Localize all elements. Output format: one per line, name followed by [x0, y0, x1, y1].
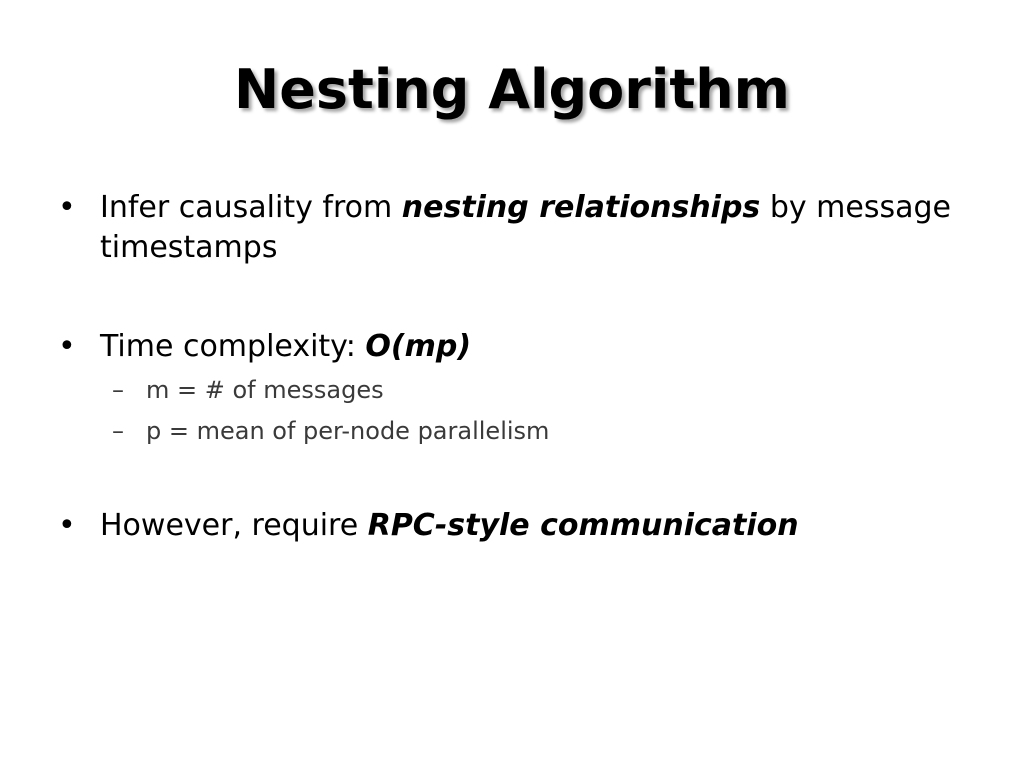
sub-bullet-text: m = # of messages: [146, 376, 384, 404]
bullet-marker: •: [58, 190, 76, 225]
bullet-text-emphasis: O(mp): [365, 329, 472, 364]
bullet-text-plain: Time complexity:: [100, 329, 366, 364]
bullet-text: [100, 506, 958, 546]
bullet-rpc: [58, 506, 958, 546]
bullet-text-emphasis: RPC-style communication: [367, 508, 799, 543]
bullet-text-plain: by message timestamps: [100, 190, 951, 265]
slide-title: Nesting Algorithm: [234, 58, 790, 121]
bullet-text-plain: Infer causality from: [100, 190, 402, 225]
sub-bullet-parallelism: [112, 415, 952, 447]
sub-bullet-text: p = mean of per-node parallelism: [146, 417, 550, 445]
bullet-complexity: [58, 327, 958, 367]
bullet-text: [100, 188, 958, 268]
sub-bullet-messages: [112, 374, 952, 406]
bullet-text-emphasis: nesting relationships: [401, 190, 761, 225]
bullet-text-plain: However, require: [100, 508, 368, 543]
bullet-text: [100, 327, 958, 367]
bullet-marker: •: [58, 508, 76, 543]
bullet-causality: [58, 188, 958, 268]
sub-bullet-marker: –: [112, 417, 124, 445]
bullet-marker: •: [58, 329, 76, 364]
sub-bullet-marker: –: [112, 376, 124, 404]
